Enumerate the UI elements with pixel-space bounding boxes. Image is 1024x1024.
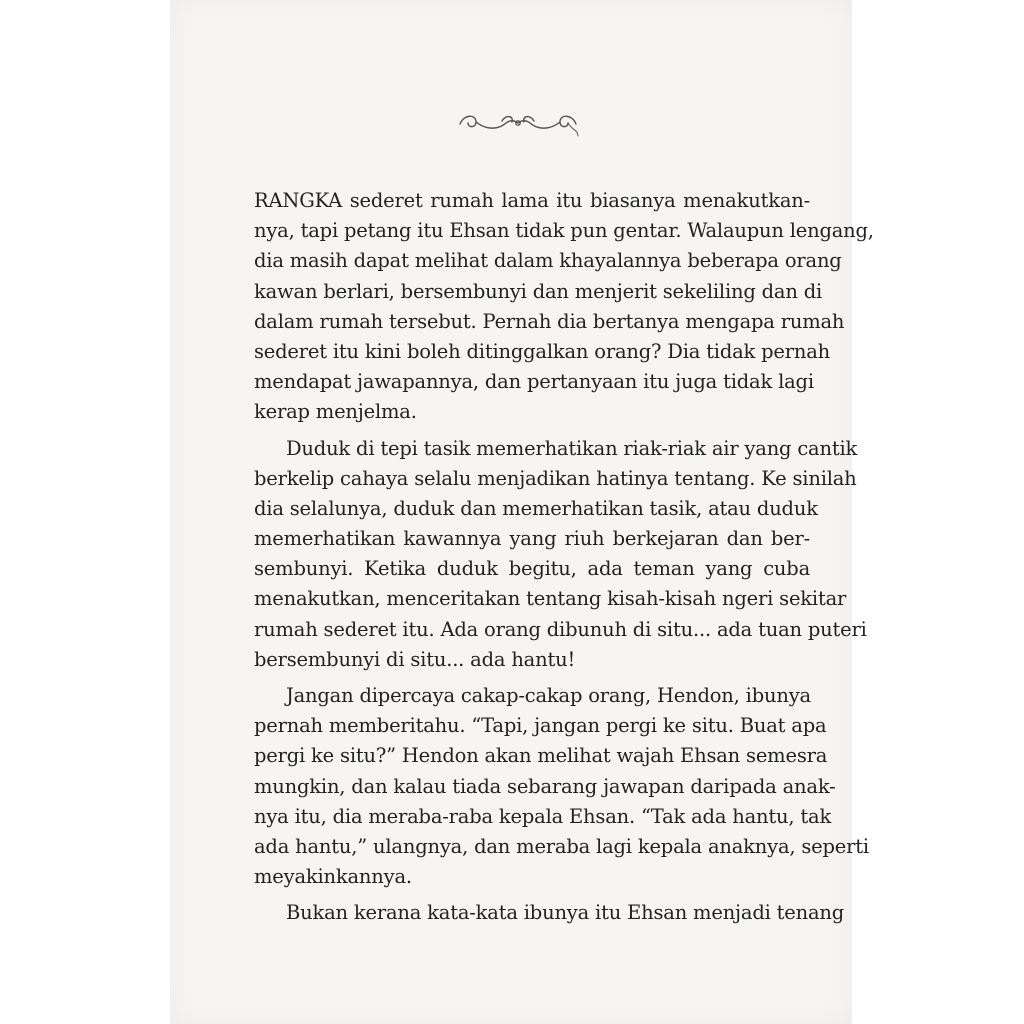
- text-line: menakutkan, menceritakan tentang kisah-kisah ngeri sekitar: [254, 587, 847, 611]
- text-line: Bukan kerana kata-kata ibunya itu Ehsan menjadi tenang: [286, 901, 845, 925]
- body-text: [254, 186, 874, 929]
- text-line: bersembunyi di situ... ada hantu!: [254, 647, 576, 671]
- text-line: Duduk di tepi tasik memerhatikan riak-riak air yang cantik: [286, 436, 858, 460]
- text-line: dia selalunya, duduk dan memerhatikan tasik, atau duduk: [254, 496, 818, 520]
- text-line: memerhatikan kawannya yang riuh berkejaran dan ber-: [254, 527, 810, 551]
- text-line: pergi ke situ?” Hendon akan melihat wajah Ehsan semesra: [254, 744, 828, 768]
- text-line: pernah memberitahu. “Tapi, jangan pergi ke situ. Buat apa: [254, 714, 827, 738]
- text-line: meyakinkannya.: [254, 865, 412, 889]
- text-line: mungkin, dan kalau tiada sebarang jawapan daripada anak-: [254, 774, 836, 798]
- text-line: Jangan dipercaya cakap-cakap orang, Hendon, ibunya: [286, 684, 811, 707]
- text-line: nya itu, dia meraba-raba kepala Ehsan. “Tak ada hantu, tak: [254, 804, 832, 828]
- text-line: rumah sederet itu. Ada orang dibunuh di situ... ada tuan puteri: [254, 617, 867, 641]
- text-line: kawan berlari, bersembunyi dan menjerit sekeliling dan di: [254, 279, 823, 303]
- text-line: RANGKA sederet rumah lama itu biasanya menakutkan-: [254, 189, 810, 212]
- text-line: sederet itu kini boleh ditinggalkan orang? Dia tidak pernah: [254, 339, 831, 363]
- text-line: kerap menjelma.: [254, 400, 417, 424]
- text-line: berkelip cahaya selalu menjadikan hatinya tentang. Ke sinilah: [254, 466, 857, 490]
- paragraph-2: [254, 434, 867, 676]
- text-line: ada hantu,” ulangnya, dan meraba lagi kepala anaknya, seperti: [254, 834, 869, 858]
- paragraph-3: [254, 681, 869, 892]
- decorative-flourish-icon: [454, 108, 582, 138]
- paragraph-1: [254, 186, 874, 428]
- paragraph-4: [254, 898, 845, 928]
- text-line: nya, tapi petang itu Ehsan tidak pun gentar. Walaupun lengang,: [254, 219, 874, 243]
- text-line: dalam rumah tersebut. Pernah dia bertanya mengapa rumah: [254, 309, 845, 333]
- text-line: mendapat jawapannya, dan pertanyaan itu juga tidak lagi: [254, 370, 814, 394]
- text-line: sembunyi. Ketika duduk begitu, ada teman yang cuba: [254, 557, 810, 581]
- text-line: dia masih dapat melihat dalam khayalannya beberapa orang: [254, 249, 842, 273]
